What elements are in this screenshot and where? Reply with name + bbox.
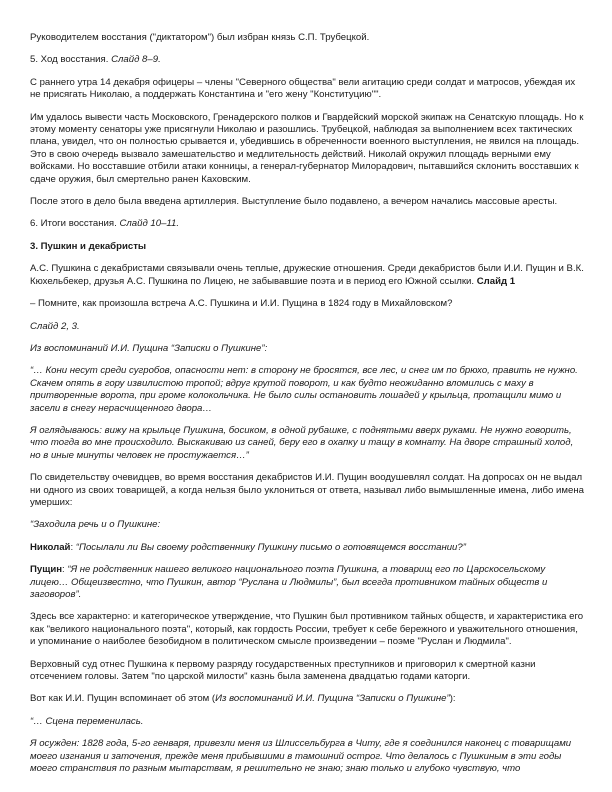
paragraph-recollection <box>30 693 584 705</box>
question: – Помните, как произошла встреча А.С. Пушкина и И.И. Пущина в 1824 году в Михайловском? <box>30 298 453 310</box>
paragraph-recollection-text: Вот как И.И. Пущин вспоминает об этом ( <box>30 693 216 705</box>
slide-ref: Слайд 2, 3. <box>30 320 80 332</box>
paragraph-friendship <box>30 263 584 288</box>
section-heading: 3. Пушкин и декабристы <box>30 240 147 252</box>
quote-paragraph: Я осужден: 1828 года, 5-го генваря, привезли меня из Шлиссельбурга в Читу, где я соединился наконец с товарищами моего изгнания и заточения, прежде меня прибывшими в тамошний острог. Что делалось с Пушкиным в эти годы моего странствия по разным мытарствам, я решительно не знаю; знаю только и глубоко чувствую, что <box>30 738 572 775</box>
slide-ref: Слайд 1 <box>476 275 516 287</box>
speaker-separator: : <box>70 541 76 553</box>
quote-intro: “Заходила речь и о Пушкине: <box>30 519 161 531</box>
paragraph-characteristic: Здесь все характерно: и категорическое утверждение, что Пушкин был противником тайных обществ, и характеристика его как "великого национального поэта", который, как гордость России, требует к себе бережного и уважительного отношения, и упоминание о наиболее безобидном в политическом смысле произведении – поэме "Руслан и Людмила". <box>30 611 584 648</box>
paragraph-morning: С раннего утра 14 декабря офицеры – члены "Северного общества" вели агитацию среди солдат и матросов, убеждая их не присягать Николаю, а поддержать Константина и "его жену "Конституцию"". <box>30 76 576 101</box>
dialogue-nikolai <box>30 542 584 554</box>
paragraph-artillery: После этого в дело была введена артиллерия. Выступление было подавлено, а вечером начались массовые аресты. <box>30 196 558 208</box>
speaker-name: Пущин <box>30 564 63 576</box>
section-results <box>30 218 584 230</box>
dialogue-pushchin <box>30 564 584 601</box>
paragraph-testimony: По свидетельству очевидцев, во время восстания декабристов И.И. Пущин воодушевлял солдат. На допросах он не выдал ни одного из своих товарищей, а когда нельзя было уклониться от ответа, называл либо вымышленные имена, либо имена умерших: <box>30 472 584 508</box>
speaker-quote: “Я не родственник нашего великого национального поэта Пушкина, а товарищ его по Царскосельскому лицею… Общеизвестно, что Пушкин, автор “Руслана и Людмилы”, был всегда противником тайных обществ и заговоров”. <box>30 564 548 600</box>
quote-paragraph: “… Кони несут среди сугробов, опасности нет: в сторону не бросятся, все лес, и снег им по брюхо, править не нужно. Скачем опять в гору извилистою тропой; вдруг крутой поворот, и как будто неожиданно вломились с маху в притворенные ворота, при громе колокольчика. Не было силы остановить лошадей у крыльца, протащили мимо и засели в снегу нерасчищенного двора… <box>30 365 578 414</box>
speaker-separator: : <box>62 564 68 576</box>
quote-paragraph: “… Сцена переменилась. <box>30 715 144 727</box>
paragraph-leader: Руководителем восстания ("диктатором") был избран князь С.П. Трубецкой. <box>30 32 370 43</box>
section-progress <box>30 54 584 66</box>
paragraph-friendship-text: А.С. Пушкина с декабристами связывали очень теплые, дружеские отношения. Среди декабристов были И.И. Пущин и В.К. Кюхельбекер, друзья А.С. Пушкина по Лицею, не забывавшие поэта и в период его Южной ссылки. <box>30 263 584 287</box>
section-results-text: 6. Итоги восстания. <box>30 218 120 230</box>
source-ref: Из воспоминаний И.И. Пущина “Записки о Пушкине” <box>215 693 450 705</box>
document-page <box>30 32 584 785</box>
slide-ref: Слайд 10–11. <box>119 218 180 230</box>
slide-ref: Слайд 8–9. <box>111 54 161 66</box>
quote-paragraph: Я оглядываюсь: вижу на крыльце Пушкина, босиком, в одной рубашке, с поднятыми вверх руками. Не нужно говорить, что тогда во мне происходило. Выскакиваю из саней, беру его в охапку и тащу в комнату. На дворе страшный холод, но в иные минуты человек не простужается…” <box>30 424 574 461</box>
paragraph-sentence: Верховный суд отнес Пушкина к первому разряду государственных преступников и приговорил к смертной казни отсечением головы. Затем "по царской милости" казнь была заменена двадцатью годами каторги. <box>30 658 536 683</box>
source-ref: Из воспоминаний И.И. Пущина “Записки о Пушкине”: <box>30 342 268 354</box>
paragraph-square: Им удалось вывести часть Московского, Гренадерского полков и Гвардейский морской экипаж на Сенатскую площадь. Но к этому моменту сенаторы уже присягнули Николаю и разошлись. Трубецкой, наблюдая за выполнением всех тактических плана, увидел, что он полностью срывается и, убедившись в обреченности военного выступления, не явился на площадь. Это в свою очередь вызвало замешательство и медлительность действий. Николай окружил площадь верными ему войсками. Но восставшие отбили атаки конницы, а генерал-губернатор Милорадович, пытавшийся склонить восставших к сдаче оружия, был смертельно ранен Каховским. <box>30 111 584 185</box>
paragraph-recollection-end: ): <box>449 693 456 705</box>
section-progress-text: 5. Ход восстания. <box>30 54 112 66</box>
speaker-name: Николай <box>30 541 71 553</box>
speaker-quote: “Посылали ли Вы своему родственнику Пушкину письмо о готовящемся восстании?” <box>75 541 466 553</box>
